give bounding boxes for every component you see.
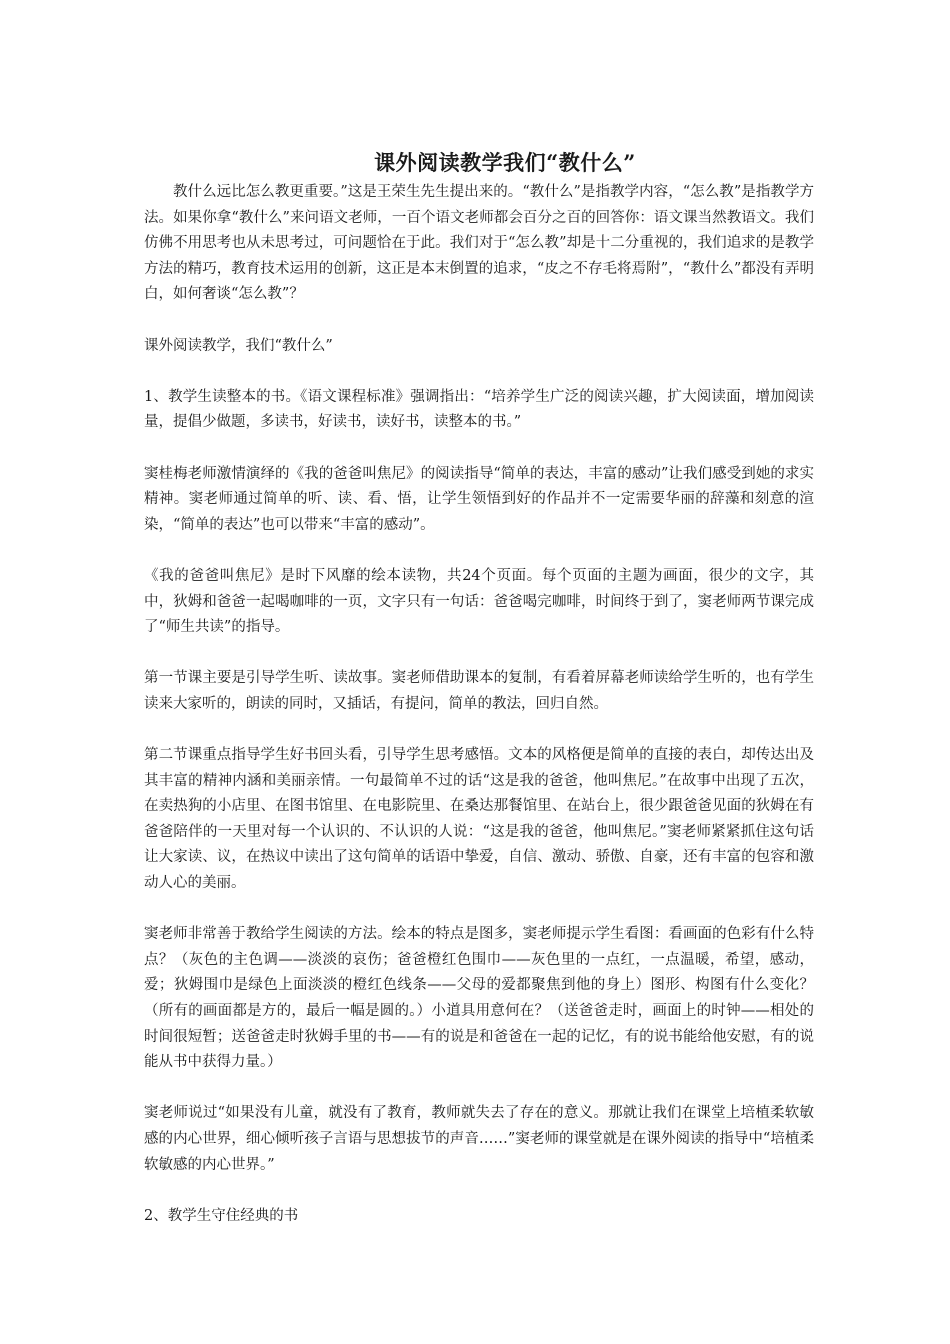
point-two-paragraph: 2、教学生守住经典的书 xyxy=(144,1207,299,1224)
document-title: 课外阅读教学我们“教什么” xyxy=(374,150,636,175)
document-body xyxy=(144,180,814,1255)
picture-book-paragraph: 《我的爸爸叫焦尼》是时下风靡的绘本读物，共24个页面。每个页面的主题为画面，很少的文字，其中，狄姆和爸爸一起喝咖啡的一页，文字只有一句话：爸爸喝完咖啡，时间终于到了，窦老师两节课完成了“师生共读”的指导。 xyxy=(144,567,814,636)
second-lesson-paragraph: 第二节课重点指导学生好书回头看，引导学生思考感悟。文本的风格便是简单的直接的表白，却传达出及其丰富的精神内涵和美丽亲情。一句最简单不过的话“这是我的爸爸，他叫焦尼。”在故事中出现了五次，在卖热狗的小店里、在图书馆里、在电影院里、在桑达那餐馆里、在站台上，很少跟爸爸见面的狄姆在有爸爸陪伴的一天里对每一个认识的、不认识的人说：“这是我的爸爸，他叫焦尼。”窦老师紧紧抓住这句话让大家读、议，在热议中读出了这句简单的话语中挚爱，自信、激动、骄傲、自豪，还有丰富的包容和激动人心的美丽。 xyxy=(144,747,814,892)
point-one-paragraph: 1、教学生读整本的书。《语文课程标准》强调指出：“培养学生广泛的阅读兴趣，扩大阅读面，增加阅读量，提倡少做题，多读书，好读书，读好书，读整本的书。” xyxy=(144,388,814,431)
dou-guimei-paragraph: 窦桂梅老师激情演绎的《我的爸爸叫焦尼》的阅读指导“简单的表达，丰富的感动”让我们感受到她的求实精神。窦老师通过简单的听、读、看、悟，让学生领悟到好的作品并不一定需要华丽的辞藻和刻意的渲染，“简单的表达”也可以带来“丰富的感动”。 xyxy=(144,465,814,533)
first-lesson-paragraph: 第一节课主要是引导学生听、读故事。窦老师借助课本的复制，有看着屏幕老师读给学生听的，也有学生读来大家听的，朗读的同时，又插话，有提问，简单的教法，回归自然。 xyxy=(144,670,814,712)
quote-paragraph: 窦老师说过“如果没有儿童，就没有了教育，教师就失去了存在的意义。那就让我们在课堂上培植柔软敏感的内心世界，细心倾听孩子言语与思想拔节的声音……”窦老师的课堂就是在课外阅读的指导中“培植柔软敏感的内心世界。” xyxy=(144,1105,814,1173)
intro-paragraph: 教什么远比怎么教更重要。”这是王荣生先生提出来的。“教什么”是指教学内容，“怎么教”是指教学方法。如果你拿“教什么”来问语文老师，一百个语文老师都会百分之百的回答你：语文课当然教语文。我们仿佛不用思考也从未思考过，可问题恰在于此。我们对于“怎么教”却是十二分重视的，我们追求的是教学方法的精巧，教育技术运用的创新，这正是本末倒置的追求，“皮之不存毛将焉附”，“教什么”都没有弄明白，如何奢谈“怎么教”？ xyxy=(144,184,814,303)
reading-method-paragraph: 窦老师非常善于教给学生阅读的方法。绘本的特点是图多，窦老师提示学生看图：看画面的色彩有什么特点？（灰色的主色调——淡淡的哀伤；爸爸橙红色围巾——灰色里的一点红，一点温暖，希望，感动，爱；狄姆围巾是绿色上面淡淡的橙红色线条——父母的爱都聚焦到他的身上）图形、构图有什么变化？（所有的画面都是方的，最后一幅是圆的。）小道具用意何在？（送爸爸走时，画面上的时钟——相处的时间很短暂；送爸爸走时狄姆手里的书——有的说是和爸爸在一起的记忆，有的说书能给他安慰，有的说能从书中获得力量。） xyxy=(144,926,814,1071)
section-heading-paragraph: 课外阅读教学，我们“教什么” xyxy=(144,337,333,354)
